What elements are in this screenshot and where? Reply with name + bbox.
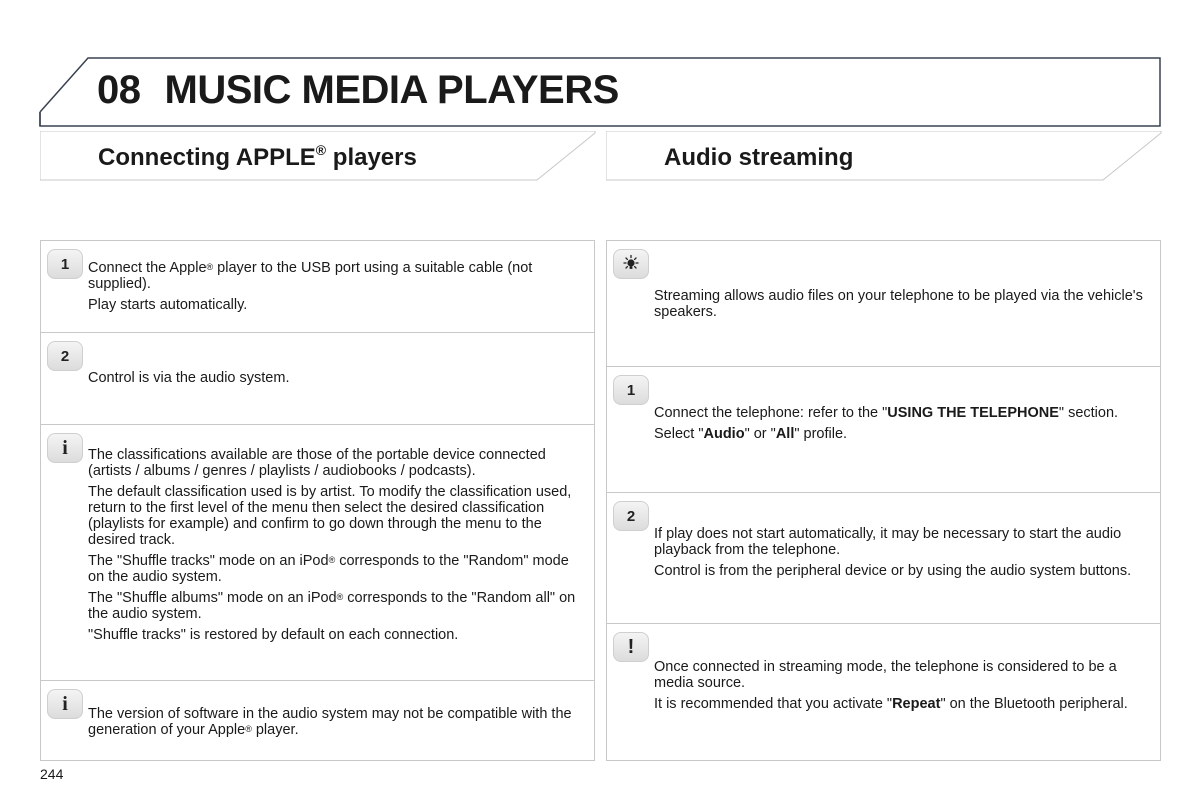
info-text: The version of software in the audio system may not be compatible with the generation of your Apple® player. xyxy=(88,706,572,738)
warning-icon: ! xyxy=(613,632,649,662)
registered-mark: ® xyxy=(336,592,344,602)
step-text: Connect the Apple® player to the USB port using a suitable cable (not supplied). Play starts automatically. xyxy=(88,260,533,313)
page-number: 244 xyxy=(40,766,64,782)
chapter-banner xyxy=(0,0,1200,140)
chapter-number: 08 xyxy=(97,68,141,112)
section-title: Connecting APPLE® players xyxy=(98,142,417,171)
step-2 xyxy=(41,333,594,425)
registered-mark: ® xyxy=(328,555,336,565)
streaming-steps-box xyxy=(606,240,1161,761)
info-text: The classifications available are those of the portable device connected (artists / albums / genres / playlists / audiobooks / podcasts). The default classification used is by artist. To modify the classification used, return to the first level of the menu then select the desired classification (playlists for example) and confirm to go down through the menu to the desired track. The "Shuffle tracks" mode on an iPod® corresponds to the "Random" mode on the audio system. The "Shuffle albums" mode on an iPod® corresponds to the "Random all" on the audio system. "Shuffle tracks" is restored by default on each connection. xyxy=(88,447,576,643)
info-icon: i xyxy=(47,433,83,463)
step-number-badge: 2 xyxy=(613,501,649,531)
step-text: Control is via the audio system. xyxy=(88,370,290,386)
tip-streaming xyxy=(607,241,1160,367)
registered-mark: ® xyxy=(245,724,252,734)
registered-mark: ® xyxy=(315,142,327,158)
warning-media-source xyxy=(607,624,1160,762)
registered-mark: ® xyxy=(206,262,214,272)
section-header-apple xyxy=(40,131,596,181)
section-title: Audio streaming xyxy=(664,144,854,171)
warning-text: Once connected in streaming mode, the telephone is considered to be a media source. It is recommended that you activate "Repeat" on the Bluetooth peripheral. xyxy=(654,659,1128,712)
step-text: If play does not start automatically, it may be necessary to start the audio playback from the telephone. Control is from the peripheral device or by using the audio system buttons. xyxy=(654,526,1132,579)
step-number-badge: 1 xyxy=(47,249,83,279)
info-software xyxy=(41,681,594,762)
info-icon: i xyxy=(47,689,83,719)
bulb-icon xyxy=(613,249,649,279)
chapter-title xyxy=(97,68,619,113)
chapter-name: MUSIC MEDIA PLAYERS xyxy=(164,68,619,112)
info-classifications xyxy=(41,425,594,681)
step-number-badge: 2 xyxy=(47,341,83,371)
tip-text: Streaming allows audio files on your telephone to be played via the vehicle's speakers. xyxy=(654,288,1143,320)
step-number-badge: 1 xyxy=(613,375,649,405)
step-1 xyxy=(607,367,1160,493)
section-header-streaming xyxy=(606,131,1162,181)
step-1 xyxy=(41,241,594,333)
step-2 xyxy=(607,493,1160,624)
step-text: Connect the telephone: refer to the "USING THE TELEPHONE" section. Select "Audio" or "All" profile. xyxy=(654,405,1119,442)
apple-steps-box xyxy=(40,240,595,761)
bulb-icon-graphic xyxy=(621,254,641,274)
